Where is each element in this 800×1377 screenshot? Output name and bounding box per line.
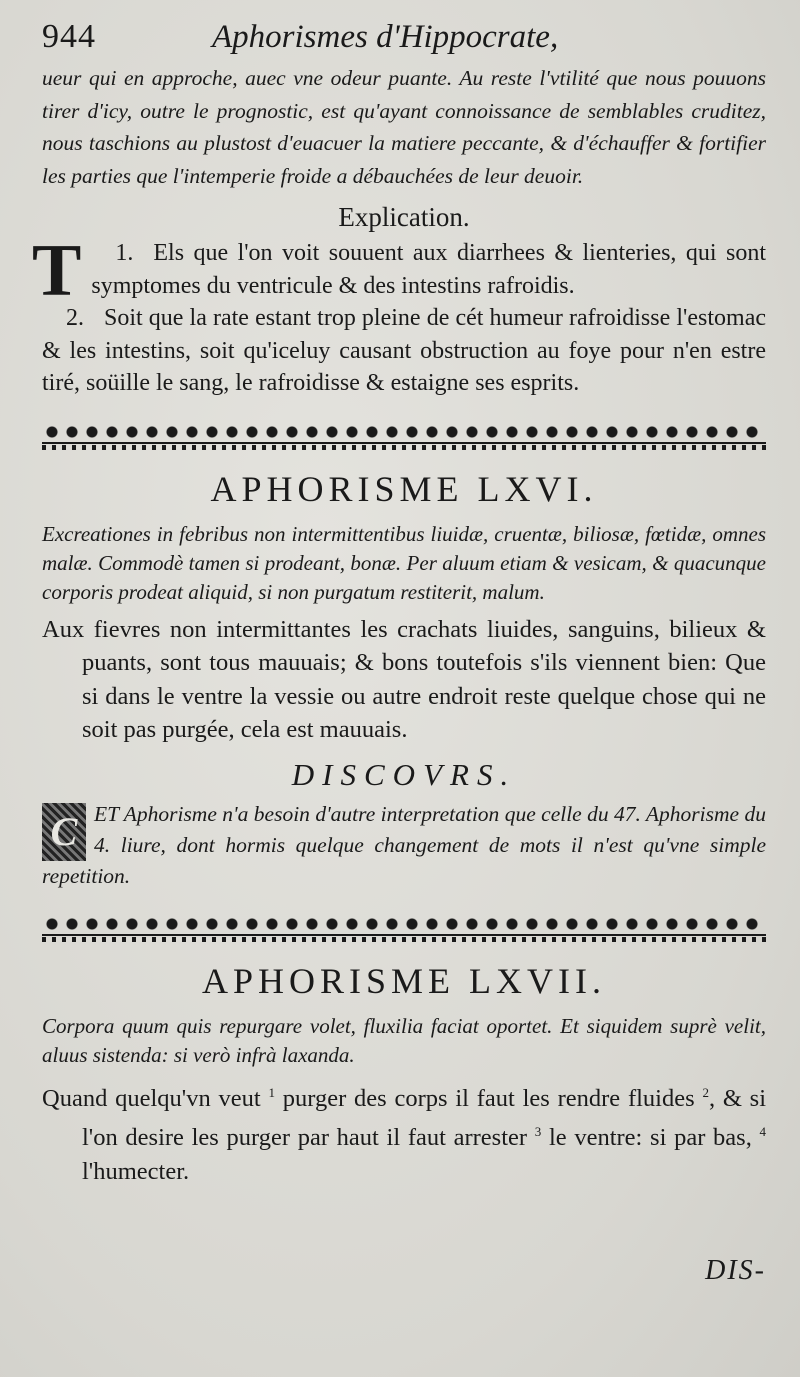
explication-item-2	[42, 302, 766, 400]
note-marker: 1	[268, 1084, 275, 1100]
note-marker: 2	[702, 1084, 709, 1100]
text-segment: purger des corps il faut les rendre fluides	[282, 1084, 695, 1112]
carryover-paragraph: ueur qui en approche, auec vne odeur puante. Au reste l'vtilité que nous pouuons tirer d'icy, outre le prognostic, est qu'ayant connoissance de semblables cruditez, nous taschions au plustost d'euacuer la matiere peccante, & d'échauffer & fortifier les parties que l'intemperie froide a débauchées de leur deuoir.	[42, 66, 766, 188]
ornate-initial: C	[42, 803, 86, 861]
note-marker: 4	[759, 1124, 767, 1140]
aphorism-67-latin: Corpora quum quis repurgare volet, fluxilia faciat oportet. Et siquidem suprè velit, aluus sistenda: si verò infrà laxanda.	[42, 1013, 766, 1067]
explication-body	[32, 230, 766, 400]
text-segment: l'humecter.	[82, 1157, 190, 1185]
running-head: Aphorismes d'Hippocrate,	[212, 19, 559, 55]
discours-title: DISCOVRS.	[291, 756, 517, 792]
discours-body	[42, 799, 766, 892]
aphorism-67-title: APHORISME LXVII.	[202, 960, 606, 1001]
explication-item-1	[32, 230, 766, 312]
page-number: 944	[42, 18, 96, 55]
discours-text: ET Aphorisme n'a besoin d'autre interpretation que celle du 47. Aphorisme du 4. liure, dont hormis quelque changement de mots il n'est qu'vne simple repetition.	[42, 801, 766, 888]
text-segment: Quand quelqu'vn veut	[42, 1084, 261, 1112]
item-number: 1.	[115, 240, 134, 266]
text-segment: , & si l'on desire les purger par haut il faut arrester	[82, 1084, 767, 1152]
item-number: 2.	[66, 305, 84, 331]
explication-title: Explication.	[338, 202, 470, 232]
aphorism-66-french: Aux fievres non intermittantes les crachats liuides, sanguins, bilieux & puants, sont tous mauuais; & bons toutefois s'ils viennent bien: Que si dans le ventre la vessie ou autre endroit reste quelque chose qui ne soit pas purgée, cela est mauuais.	[42, 615, 766, 743]
drop-cap: T	[32, 230, 82, 312]
ornamental-band	[42, 912, 766, 942]
item-text: Els que l'on voit souuent aux diarrhees & lienteries, qui sont symptomes du ventricule & des intestins rafroidis.	[91, 240, 766, 299]
ornamental-band	[42, 420, 766, 450]
item-text: Soit que la rate estant trop pleine de cét humeur rafroidisse l'estomac & les intestins, soit qu'iceluy causant obstruction au foye pour n'en estre tiré, soüille le sang, le rafroidisse & estaigne ses esprits.	[42, 305, 766, 396]
note-marker: 3	[534, 1124, 542, 1140]
text-segment: le ventre: si par bas,	[548, 1124, 752, 1152]
aphorism-67-french	[42, 1076, 766, 1189]
catchword: DIS-	[705, 1255, 766, 1286]
aphorism-66-title: APHORISME LXVI.	[210, 468, 598, 509]
aphorism-66-latin: Excreationes in febribus non intermittentibus liuidæ, cruentæ, biliosæ, fœtidæ, omnes malæ. Commodè tamen si prodeant, bonæ. Per aluum etiam & vesicam, & quacunque corporis prodeat aliquid, si non purgatum restiterit, malum.	[42, 521, 766, 604]
page-header	[42, 18, 766, 62]
